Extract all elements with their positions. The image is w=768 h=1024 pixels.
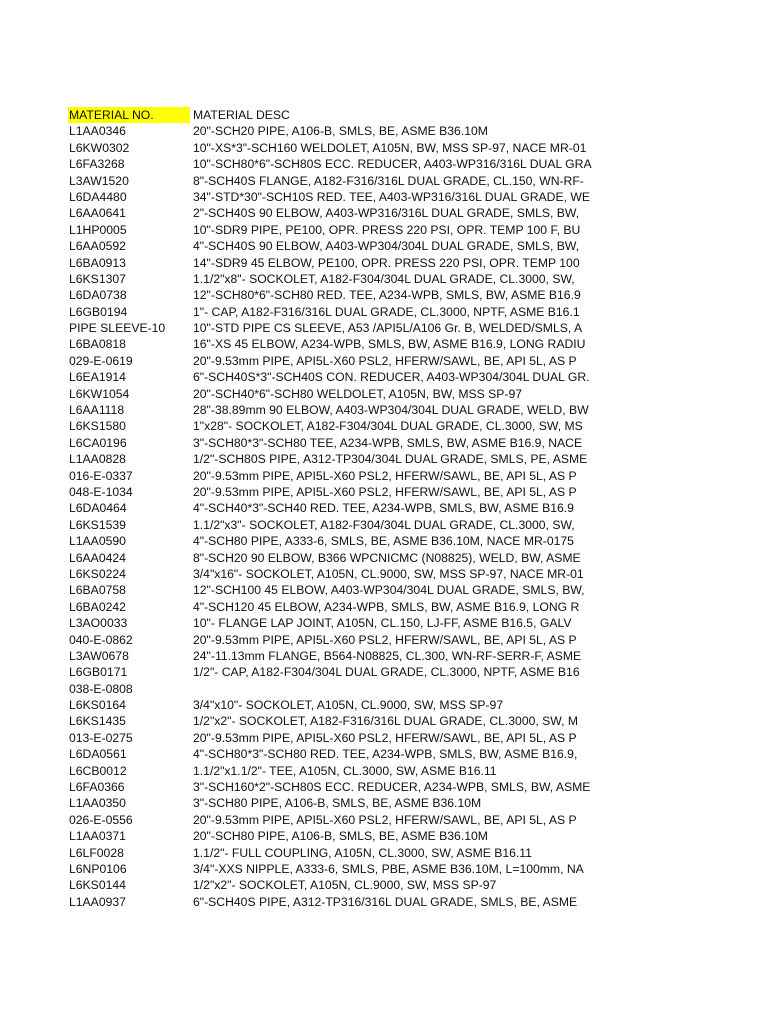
material-desc-cell[interactable]: 16"-XS 45 ELBOW, A234-WPB, SMLS, BW, ASME B16.9, LONG RADIU [193,337,586,352]
material-desc-cell[interactable]: 1/2"- CAP, A182-F304/304L DUAL GRADE, CL.3000, NPTF, ASME B16 [193,665,580,680]
material-no-cell[interactable]: L6AA0592 [69,239,126,254]
table-row [68,435,604,451]
header-material-no[interactable]: MATERIAL NO. [68,107,190,123]
material-desc-cell[interactable]: 10"- FLANGE LAP JOINT, A105N, CL.150, LJ-FF, ASME B16.5, GALV [193,616,572,631]
table-row [68,697,604,713]
table-row [68,205,604,221]
material-desc-cell[interactable]: 2"-SCH40S 90 ELBOW, A403-WP316/316L DUAL GRADE, SMLS, BW, [193,206,580,221]
material-no-cell[interactable]: 048-E-1034 [69,484,133,499]
table-row [68,386,604,402]
header-row [68,107,604,123]
material-desc-cell[interactable]: 4"-SCH40*3"-SCH40 RED. TEE, A234-WPB, SMLS, BW, ASME B16.9 [193,501,574,516]
material-desc-cell[interactable]: 3/4"x16"- SOCKOLET, A105N, CL.9000, SW, MSS SP-97, NACE MR-01 [193,566,584,581]
table-row [68,484,604,500]
material-desc-cell[interactable]: 1"- CAP, A182-F316/316L DUAL GRADE, CL.3000, NPTF, ASME B16.1 [193,304,580,319]
material-desc-cell[interactable]: 3/4"x10"- SOCKOLET, A105N, CL.9000, SW, MSS SP-97 [193,698,504,713]
table-row [68,845,604,861]
table-row [68,582,604,598]
material-no-cell[interactable]: L6KS1580 [69,419,126,434]
material-no-cell[interactable]: L6BA0913 [69,255,126,270]
table-row [68,320,604,336]
material-no-cell[interactable]: L6FA0366 [69,780,125,795]
material-no-cell[interactable]: L6GB0171 [69,665,128,680]
table-row [68,271,604,287]
material-desc-cell[interactable]: 4"-SCH80 PIPE, A333-6, SMLS, BE, ASME B36.10M, NACE MR-0175 [193,534,574,549]
table-row [68,599,604,615]
material-no-cell[interactable]: L6DA0738 [69,288,127,303]
table-row [68,517,604,533]
material-desc-cell[interactable]: 4"-SCH120 45 ELBOW, A234-WPB, SMLS, BW, ASME B16.9, LONG R [193,599,580,614]
material-no-cell[interactable]: 038-E-0808 [69,681,133,696]
table-row [68,468,604,484]
material-no-cell[interactable]: L1AA0590 [69,534,126,549]
header-material-desc[interactable]: MATERIAL DESC [193,108,290,122]
material-desc-cell[interactable]: 4"-SCH40S 90 ELBOW, A403-WP304/304L DUAL GRADE, SMLS, BW, [193,239,580,254]
material-no-cell[interactable]: L6FA3268 [69,157,125,172]
table-row [68,533,604,549]
table-row [68,156,604,172]
material-no-cell[interactable]: L6BA0242 [69,599,126,614]
material-desc-cell[interactable]: 20"-9.53mm PIPE, API5L-X60 PSL2, HFERW/SAWL, BE, API 5L, AS P [193,812,577,827]
table-row [68,615,604,631]
table-row [68,451,604,467]
table-row [68,402,604,418]
material-desc-cell[interactable]: 1.1/2"x3"- SOCKOLET, A182-F304/304L DUAL GRADE, CL.3000, SW, [193,517,575,532]
material-desc-cell[interactable]: 10"-SDR9 PIPE, PE100, OPR. PRESS 220 PSI, OPR. TEMP 100 F, BU [193,222,581,237]
material-no-cell[interactable]: 026-E-0556 [69,812,133,827]
material-desc-cell[interactable]: 28"-38.89mm 90 ELBOW, A403-WP304/304L DUAL GRADE, WELD, BW [193,403,589,418]
material-no-cell[interactable]: L6KS0144 [69,878,126,893]
material-no-cell[interactable]: 013-E-0275 [69,730,133,745]
table-row [68,304,604,320]
material-desc-cell[interactable]: 24"-11.13mm FLANGE, B564-N08825, CL.300, WN-RF-SERR-F, ASME [193,648,582,663]
table-row [68,566,604,582]
material-sheet [68,107,604,910]
material-desc-cell[interactable]: 6"-SCH40S PIPE, A312-TP316/316L DUAL GRADE, SMLS, BE, ASME [193,894,578,909]
material-no-cell[interactable]: L6KW0302 [69,140,130,155]
material-desc-cell[interactable]: 10"-SCH80*6"-SCH80S ECC. REDUCER, A403-WP316/316L DUAL GRA [193,157,592,172]
material-no-cell[interactable]: L6GB0194 [69,304,128,319]
material-no-cell[interactable]: L6KS1435 [69,714,126,729]
material-desc-cell[interactable]: 14"-SDR9 45 ELBOW, PE100, OPR. PRESS 220 PSI, OPR. TEMP 100 [193,255,580,270]
material-no-cell[interactable]: L6AA0641 [69,206,126,221]
table-row [68,861,604,877]
table-row [68,828,604,844]
table-row [68,746,604,762]
material-desc-cell[interactable]: 3"-SCH80 PIPE, A106-B, SMLS, BE, ASME B36.10M [193,796,482,811]
material-no-cell[interactable]: L6NP0106 [69,861,127,876]
material-desc-cell[interactable]: 10"-STD PIPE CS SLEEVE, A53 /API5L/A106 Gr. B, WELDED/SMLS, A [193,321,583,336]
material-no-cell[interactable]: L1HP0005 [69,222,127,237]
material-no-cell[interactable]: L6KS0164 [69,698,126,713]
material-no-cell[interactable]: L6BA0758 [69,583,126,598]
table-row [68,812,604,828]
material-no-cell[interactable]: PIPE SLEEVE-10 [69,321,166,336]
material-no-cell[interactable]: L6EA1914 [69,370,126,385]
table-row [68,255,604,271]
table-row [68,418,604,434]
material-desc-cell[interactable]: 10"-XS*3"-SCH160 WELDOLET, A105N, BW, MSS SP-97, NACE MR-01 [193,140,587,155]
material-desc-cell[interactable]: 20"-SCH20 PIPE, A106-B, SMLS, BE, ASME B36.10M [193,124,488,139]
table-row [68,500,604,516]
table-row [68,550,604,566]
material-no-cell[interactable]: L6KW1054 [69,386,130,401]
material-no-cell[interactable]: L6AA1118 [69,403,125,418]
table-row [68,779,604,795]
material-no-cell[interactable]: L1AA0828 [69,452,126,467]
table-row [68,894,604,910]
material-desc-cell[interactable]: 6"-SCH40S*3"-SCH40S CON. REDUCER, A403-WP304/304L DUAL GR. [193,370,590,385]
table-row [68,222,604,238]
material-no-cell[interactable]: L6LF0028 [69,845,124,860]
material-no-cell[interactable]: L6DA0561 [69,747,127,762]
material-no-cell[interactable]: L6KS1539 [69,517,126,532]
table-row [68,632,604,648]
material-no-cell[interactable]: L6CB0012 [69,763,127,778]
table-row [68,123,604,139]
material-desc-cell[interactable]: 12"-SCH80*6"-SCH80 RED. TEE, A234-WPB, SMLS, BW, ASME B16.9 [193,288,581,303]
material-desc-cell[interactable]: 4"-SCH80*3"-SCH80 RED. TEE, A234-WPB, SMLS, BW, ASME B16.9, [193,747,578,762]
table-row [68,763,604,779]
table-row [68,336,604,352]
material-no-cell[interactable]: L3AO0033 [69,616,128,631]
table-row [68,648,604,664]
material-no-cell[interactable]: 040-E-0862 [69,632,133,647]
material-desc-cell[interactable]: 3"-SCH80*3"-SCH80 TEE, A234-WPB, SMLS, BW, ASME B16.9, NACE [193,435,583,450]
material-no-cell[interactable]: L1AA0350 [69,796,126,811]
material-desc-cell[interactable]: 20"-9.53mm PIPE, API5L-X60 PSL2, HFERW/SAWL, BE, API 5L, AS P [193,632,577,647]
table-row [68,877,604,893]
material-desc-cell[interactable]: 1"x28"- SOCKOLET, A182-F304/304L DUAL GRADE, CL.3000, SW, MS [193,419,583,434]
material-desc-cell[interactable]: 12"-SCH100 45 ELBOW, A403-WP304/304L DUAL GRADE, SMLS, BW, [193,583,585,598]
material-desc-cell[interactable]: 3"-SCH160*2"-SCH80S ECC. REDUCER, A234-WPB, SMLS, BW, ASME [193,780,591,795]
material-no-cell[interactable]: 016-E-0337 [69,468,133,483]
material-no-cell[interactable]: L6DA0464 [69,501,127,516]
material-desc-cell[interactable]: 1.1/2"x1.1/2"- TEE, A105N, CL.3000, SW, ASME B16.11 [193,763,497,778]
material-no-cell[interactable]: L1AA0371 [69,829,126,844]
material-no-cell[interactable]: L1AA0937 [69,894,126,909]
material-desc-cell[interactable]: 20"-SCH40*6"-SCH80 WELDOLET, A105N, BW, MSS SP-97 [193,386,523,401]
material-desc-cell[interactable]: 20"-9.53mm PIPE, API5L-X60 PSL2, HFERW/SAWL, BE, API 5L, AS P [193,468,577,483]
table-row [68,681,604,697]
table-row [68,369,604,385]
material-no-cell[interactable]: L6BA0818 [69,337,126,352]
material-desc-cell[interactable]: 20"-9.53mm PIPE, API5L-X60 PSL2, HFERW/SAWL, BE, API 5L, AS P [193,353,577,368]
table-row [68,664,604,680]
material-no-cell[interactable]: L6CA0196 [69,435,127,450]
table-row [68,795,604,811]
material-desc-cell[interactable]: 20"-9.53mm PIPE, API5L-X60 PSL2, HFERW/SAWL, BE, API 5L, AS P [193,730,577,745]
table-body [68,123,604,910]
material-no-cell[interactable]: L6DA4480 [69,189,127,204]
material-desc-cell[interactable]: 1/2"x2"- SOCKOLET, A105N, CL.9000, SW, MSS SP-97 [193,878,497,893]
material-desc-cell[interactable]: 20"-9.53mm PIPE, API5L-X60 PSL2, HFERW/SAWL, BE, API 5L, AS P [193,484,577,499]
table-row [68,140,604,156]
table-row [68,353,604,369]
table-row [68,713,604,729]
material-no-cell[interactable]: L6KS1307 [69,271,126,286]
material-desc-cell[interactable]: 1.1/2"- FULL COUPLING, A105N, CL.3000, SW, ASME B16.11 [193,845,532,860]
table-row [68,173,604,189]
material-no-cell[interactable]: L3AW1520 [69,173,129,188]
material-no-cell[interactable]: L6AA0424 [69,550,126,565]
material-no-cell[interactable]: L6KS0224 [69,566,126,581]
material-desc-cell[interactable]: 8"-SCH40S FLANGE, A182-F316/316L DUAL GRADE, CL.150, WN-RF- [193,173,584,188]
material-no-cell[interactable]: 029-E-0619 [69,353,133,368]
table-row [68,189,604,205]
material-desc-cell[interactable]: 8"-SCH20 90 ELBOW, B366 WPCNICMC (N08825), WELD, BW, ASME [193,550,581,565]
material-desc-cell[interactable]: 1.1/2"x8"- SOCKOLET, A182-F304/304L DUAL GRADE, CL.3000, SW, [193,271,575,286]
material-desc-cell[interactable]: 1/2"-SCH80S PIPE, A312-TP304/304L DUAL GRADE, SMLS, PE, ASME [193,452,588,467]
table-row [68,730,604,746]
material-no-cell[interactable]: L3AW0678 [69,648,129,663]
table-row [68,287,604,303]
material-desc-cell[interactable]: 3/4"-XXS NIPPLE, A333-6, SMLS, PBE, ASME B36.10M, L=100mm, NA [193,861,584,876]
material-desc-cell[interactable]: 34"-STD*30"-SCH10S RED. TEE, A403-WP316/316L DUAL GRADE, WE [193,189,590,204]
material-desc-cell[interactable]: 1/2"x2"- SOCKOLET, A182-F316/316L DUAL GRADE, CL.3000, SW, M [193,714,579,729]
material-desc-cell[interactable]: 20"-SCH80 PIPE, A106-B, SMLS, BE, ASME B36.10M [193,829,488,844]
material-desc-cell[interactable] [190,681,601,697]
table-row [68,238,604,254]
material-no-cell[interactable]: L1AA0346 [69,124,126,139]
